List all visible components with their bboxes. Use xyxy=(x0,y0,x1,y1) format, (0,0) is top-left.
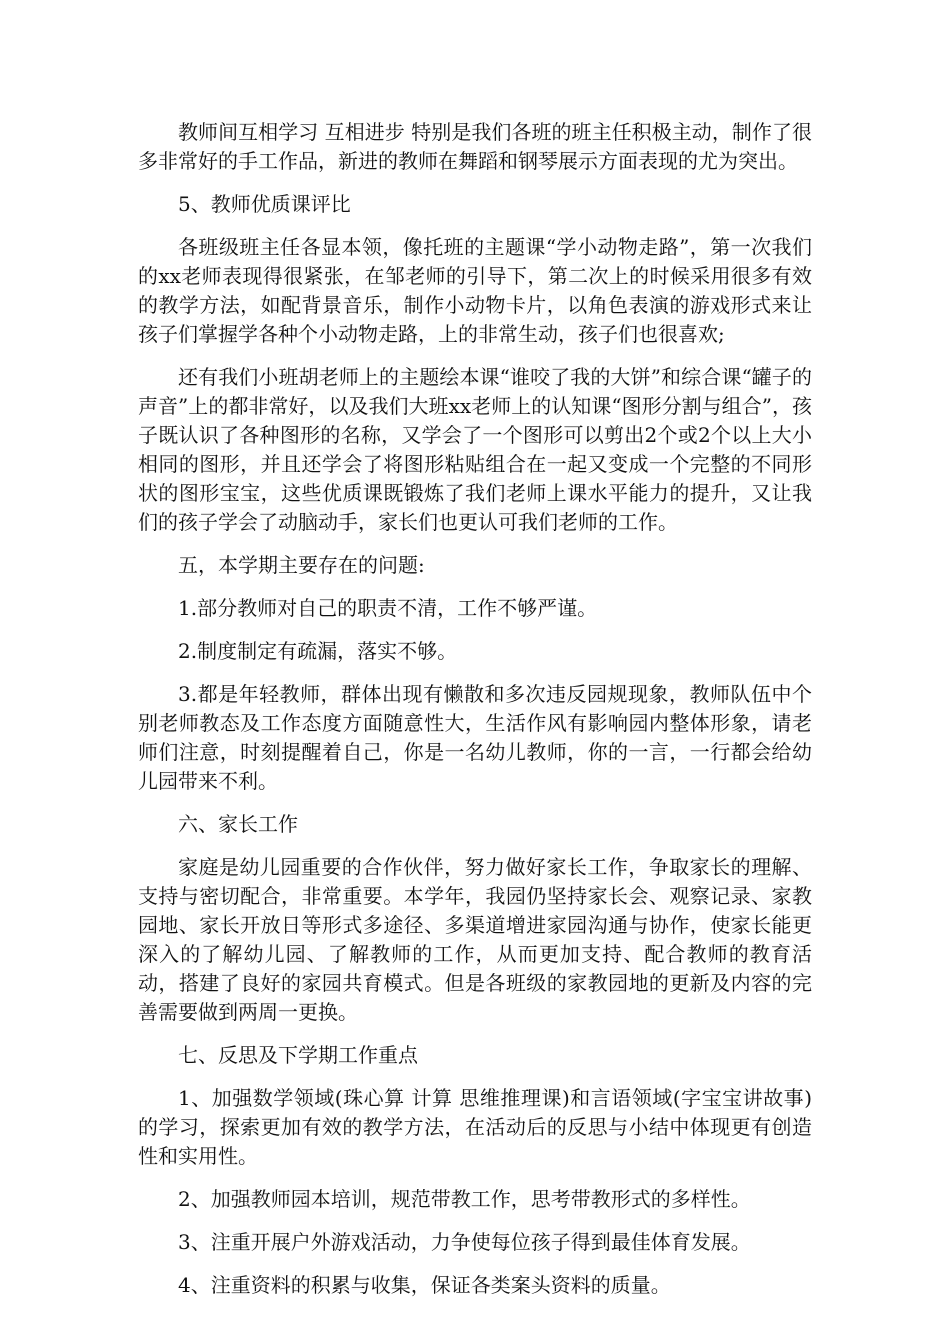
focus-item-1: 1、加强数学领域(珠心算 计算 思维推理课)和言语领域(字宝宝讲故事)的学习，探索更加有效的教学方法，在活动后的反思与小结中体现更有创造性和实用性。 xyxy=(138,1086,812,1168)
heading-quality-lesson-contest: 5、教师优质课评比 xyxy=(178,192,351,216)
paragraph-teacher-mutual-learning: 教师间互相学习 互相进步 特别是我们各班的班主任积极主动，制作了很多非常好的手工作品，新进的教师在舞蹈和钢琴展示方面表现的尤为突出。 xyxy=(138,120,812,173)
problem-item-1: 1.部分教师对自己的职责不清，工作不够严谨。 xyxy=(178,596,598,620)
heading-main-problems: 五，本学期主要存在的问题: xyxy=(178,553,425,577)
focus-item-4: 4、注重资料的积累与收集，保证各类案头资料的质量。 xyxy=(178,1273,671,1297)
heading-reflection-next-term: 七、反思及下学期工作重点 xyxy=(178,1043,418,1067)
paragraph-other-quality-lessons: 还有我们小班胡老师上的主题绘本课“谁咬了我的大饼”和综合课“罐子的声音”上的都非常好，以及我们大班xx老师上的认知课“图形分割与组合”，孩子既认识了各种图形的名称，又学会了一个图形可以剪出2个或2个以上大小相同的图形，并且还学会了将图形粘贴组合在一起又变成一个完整的不同形状的图形宝宝，这些优质课既锻炼了我们老师上课水平能力的提升，又让我们的孩子学会了动脑动手，家长们也更认可我们老师的工作。 xyxy=(138,365,812,534)
paragraph-nursery-class-lesson: 各班级班主任各显本领，像托班的主题课“学小动物走路”，第一次我们的xx老师表现得很紧张，在邹老师的引导下，第二次上的时候采用很多有效的教学方法，如配背景音乐，制作小动物卡片，以角色表演的游戏形式来让孩子们掌握学各种个小动物走路，上的非常生动，孩子们也很喜欢; xyxy=(138,235,812,346)
document-page xyxy=(138,118,812,1314)
focus-item-3: 3、注重开展户外游戏活动，力争使每位孩子得到最佳体育发展。 xyxy=(178,1230,751,1254)
heading-parent-work: 六、家长工作 xyxy=(178,812,298,836)
problem-item-2: 2.制度制定有疏漏，落实不够。 xyxy=(178,639,458,663)
paragraph-parent-work: 家庭是幼儿园重要的合作伙伴，努力做好家长工作，争取家长的理解、支持与密切配合，非常重要。本学年，我园仍坚持家长会、观察记录、家教园地、家长开放日等形式多途径、多渠道增进家园沟通与协作，使家长能更深入的了解幼儿园、了解教师的工作，从而更加支持、配合教师的教育活动，搭建了良好的家园共育模式。但是各班级的家教园地的更新及内容的完善需要做到两周一更换。 xyxy=(138,855,812,1024)
problem-item-3: 3.都是年轻教师，群体出现有懒散和多次违反园规现象，教师队伍中个别老师教态及工作态度方面随意性大，生活作风有影响园内整体形象，请老师们注意，时刻提醒着自己，你是一名幼儿教师，你的一言，一行都会给幼儿园带来不利。 xyxy=(138,682,812,793)
focus-item-2: 2、加强教师园本培训，规范带教工作，思考带教形式的多样性。 xyxy=(178,1187,751,1211)
